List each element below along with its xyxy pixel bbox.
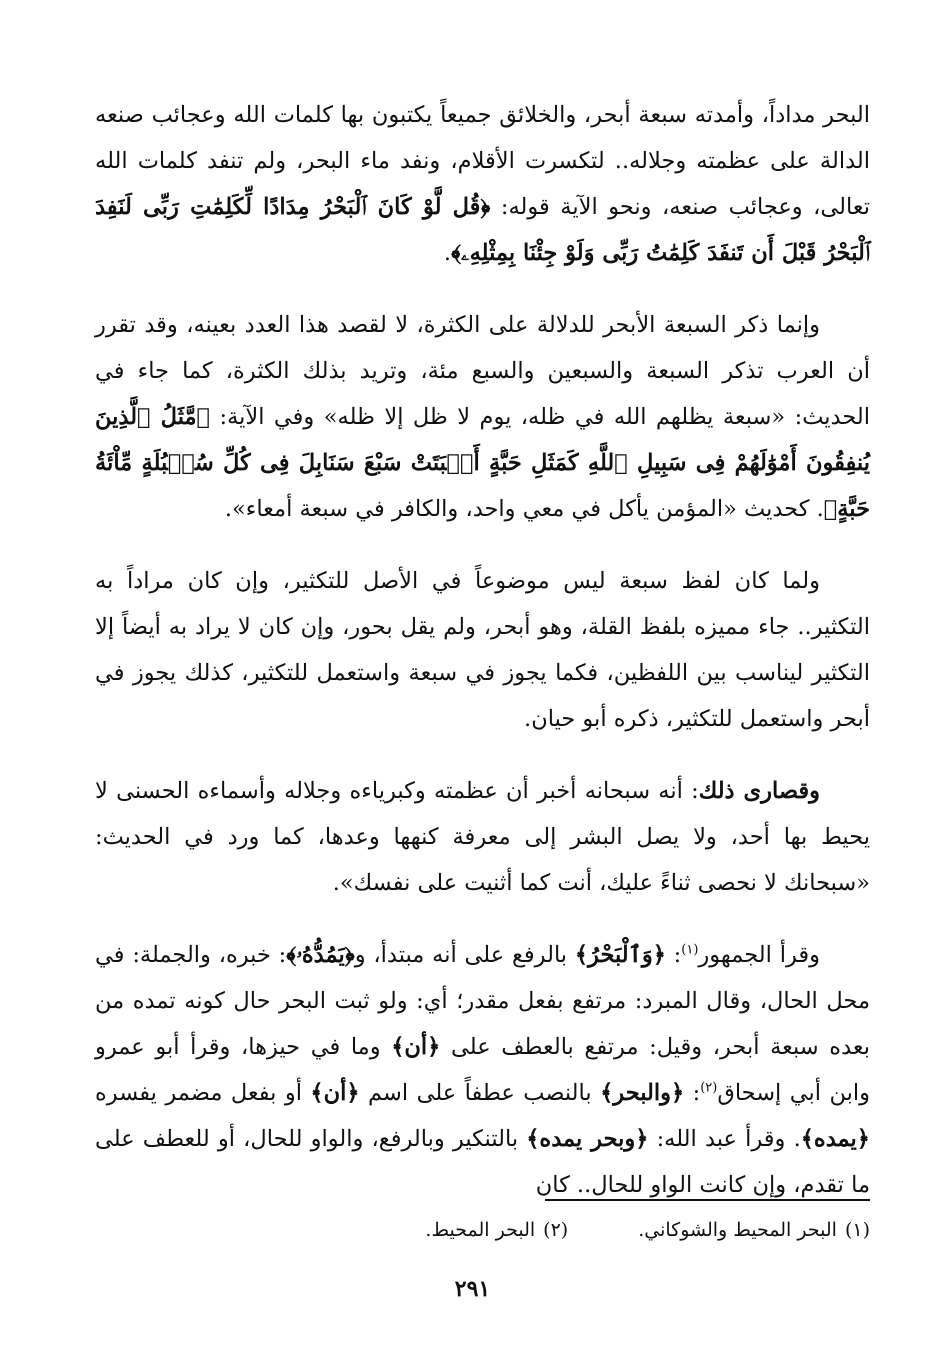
- footnote-1-text: البحر المحيط والشوكاني.: [638, 1219, 837, 1241]
- paragraph-5: [95, 932, 870, 1208]
- quran-word-3: ﴿أن﴾: [391, 1034, 441, 1060]
- quran-word-1: ﴿وَٱلْبَحْرُ﴾: [574, 942, 666, 968]
- p5-t5: وما في حيزها، وقرأ أبو عمرو وابن أبي إسحاق: [95, 1034, 870, 1106]
- paragraph-3: [95, 558, 870, 742]
- footnote-divider: [545, 1199, 870, 1201]
- footnotes: [95, 1214, 870, 1246]
- footnote-ref-1: (١): [681, 942, 699, 958]
- paragraph-1-text-a: البحر مداداً، وأمدته سبعة أبحر، والخلائق جميعاً يكتبون بها كلمات الله وعجائب صنعه الدالة على عظمته وجلاله.. لتكسرت الأقلام، ونفد ماء البحر، ولم تنفد كلمات الله تعالى، وعجائب صنعه، ونحو الآية قوله:: [95, 102, 870, 220]
- p5-t2: :: [665, 942, 682, 968]
- p5-t10: بالتنكير وبالرفع، والواو للحال، أو للعطف على ما تقدم، وإن كانت الواو للحال.. كان: [95, 1126, 870, 1198]
- footnote-1: [638, 1214, 870, 1246]
- paragraph-3-text: ولما كان لفظ سبعة ليس موضوعاً في الأصل للتكثير، وإن كان مراداً به التكثير.. جاء مميزه بلفظ القلة، وهو أبحر، ولم يقل بحور، وإن كان لا يراد به أيضاً إلا التكثير ليناسب بين اللفظين، فكما يجوز في سبعة واستعمل للتكثير، كذلك يجوز في أبحر واستعمل للتكثير، ذكره أبو حيان.: [95, 568, 870, 732]
- paragraph-1-text-b: .: [443, 240, 452, 266]
- footnote-2-number: (٢): [543, 1219, 569, 1241]
- p5-t1: وقرأ الجمهور: [698, 942, 820, 968]
- footnote-2-text: البحر المحيط.: [425, 1219, 536, 1241]
- quran-word-5: ﴿أن﴾: [310, 1080, 360, 1106]
- quran-word-4: ﴿والبحر﴾: [600, 1080, 685, 1106]
- p5-t7: بالنصب عطفاً على اسم: [359, 1080, 601, 1106]
- footnote-2: [425, 1214, 568, 1246]
- paragraph-2: [95, 302, 870, 532]
- paragraph-2-text-a: وإنما ذكر السبعة الأبحر للدلالة على الكثرة، لا لقصد هذا العدد بعينه، وقد تقرر أن العرب تذكر السبعة والسبعين والسبع مئة، وتريد بذلك الكثرة، كما جاء في الحديث: «سبعة يظلهم الله في ظله، يوم لا ظل إلا ظله» وفي الآية:: [95, 312, 870, 430]
- p5-t3: بالرفع على أنه مبتدأ، و: [354, 942, 575, 968]
- paragraph-1: [95, 92, 870, 276]
- p5-t6: :: [684, 1080, 701, 1106]
- footnote-1-number: (١): [844, 1219, 870, 1241]
- p5-t9: . وقرأ عبد الله:: [648, 1126, 801, 1152]
- quran-word-2: ﴿يَمُدُّهُۥ﴾: [286, 942, 355, 968]
- p5-t4: : خبره، والجملة: في محل الحال، وقال المبرد: مرتفع بفعل مقدر؛ أي: ولو ثبت البحر حال كونه تمده من بعده سبعة أبحر، وقيل: مرتفع بالعطف على: [95, 942, 870, 1060]
- paragraph-4-text: : أنه سبحانه أخبر أن عظمته وكبرياءه وجلاله وأسماءه الحسنى لا يحيط بها أحد، ولا يصل البشر إلى معرفة كنهها وعدها، كما ورد في الحديث: «سبحانك لا نحصى ثناءً عليك، أنت كما أثنيت على نفسك».: [95, 778, 870, 896]
- page-body: [95, 92, 870, 1208]
- quran-word-6: ﴿يمده﴾: [800, 1126, 870, 1152]
- p5-t8: أو بفعل مضمر يفسره: [95, 1080, 311, 1106]
- paragraph-4-lead: وقصارى ذلك: [698, 778, 820, 804]
- quran-verse-1: ﴿قُل لَّوْ كَانَ ٱلْبَحْرُ مِدَادًا لِّكَلِمَٰتِ رَبِّى لَنَفِدَ ٱلْبَحْرُ قَبْلَ أَن تَنفَدَ كَلِمَٰتُ رَبِّى وَلَوْ جِئْنَا بِمِثْلِهِۦ﴾: [95, 194, 870, 266]
- paragraph-4: [95, 768, 870, 906]
- page-number: ٢٩١: [454, 1276, 491, 1302]
- quran-verse-2: ﴿مَّثَلُ ٱلَّذِينَ يُنفِقُونَ أَمْوَٰلَهُمْ فِى سَبِيلِ ٱللَّهِ كَمَثَلِ حَبَّةٍ أَنۢبَتَتْ سَبْعَ سَنَابِلَ فِى كُلِّ سُنۢبُلَةٍ مِّاْئَةُ حَبَّةٍ﴾: [95, 404, 870, 522]
- quran-word-7: ﴿وبحر يمده﴾: [526, 1126, 649, 1152]
- paragraph-2-text-b: . كحديث «المؤمن يأكل في معي واحد، والكافر في سبعة أمعاء».: [224, 496, 824, 522]
- footnote-ref-2: (٢): [700, 1080, 718, 1096]
